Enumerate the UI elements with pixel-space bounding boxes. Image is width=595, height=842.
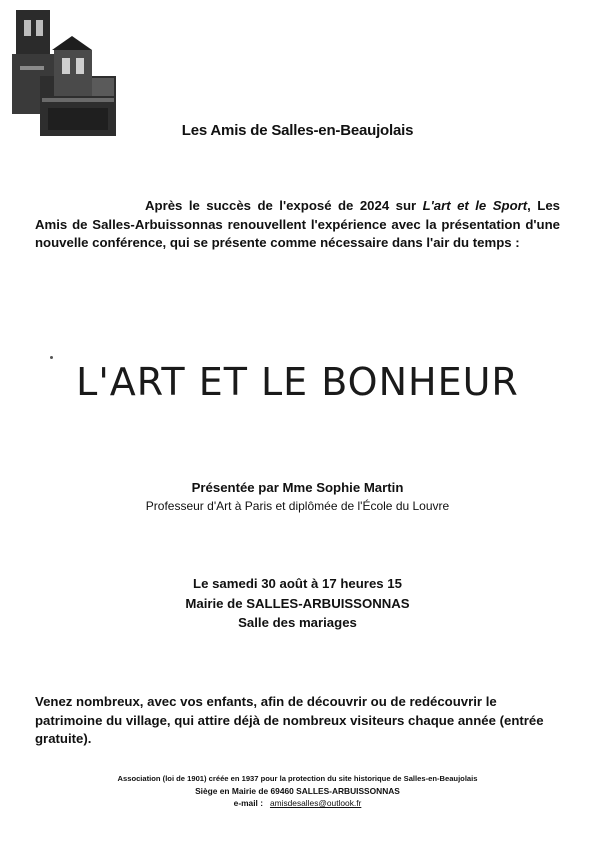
intro-italic-title: L'art et le Sport [422,198,528,213]
speaker-credentials: Professeur d'Art à Paris et diplômée de l'École du Louvre [145,499,450,513]
event-place: Mairie de SALLES-ARBUISSONNAS [185,595,410,611]
scan-speck [50,356,53,359]
footer-email-link[interactable]: amisdesalles@outlook.fr [269,798,362,808]
intro-text-1: Après le succès de l'exposé de 2024 sur [145,198,423,213]
event-room: Salle des mariages [238,615,357,630]
organization-title: Les Amis de Salles-en-Beaujolais [181,122,414,139]
footer [0,773,595,809]
conference-title: L'ART ET LE BONHEUR [76,360,519,404]
church-photo-logo [12,6,116,136]
intro-paragraph [35,197,560,253]
intro-text-2: , Les Amis de Salles-Arbuissonnas renouvellent l'expérience avec la présentation d'une nouvelle conférence, qui se présente comme nécessaire dans l'air du temps : [35,198,560,251]
footer-association: Association (loi de 1901) créée en 1937 pour la protection du site historique de Salles-en-Beaujolais [117,774,478,783]
footer-email-line [0,797,595,809]
invitation-paragraph: Venez nombreux, avec vos enfants, afin de découvrir ou de redécouvrir le patrimoine du village, qui attire déjà de nombreux visiteurs chaque année (entrée gratuite). [35,694,544,747]
event-date-time: Le samedi 30 août à 17 heures 15 [193,576,402,591]
speaker-name: Présentée par Mme Sophie Martin [191,480,404,495]
footer-email-label: e-mail : [233,798,263,808]
footer-seat: Siège en Mairie de 69460 SALLES-ARBUISSONNAS [195,786,400,796]
event-details [0,574,595,633]
